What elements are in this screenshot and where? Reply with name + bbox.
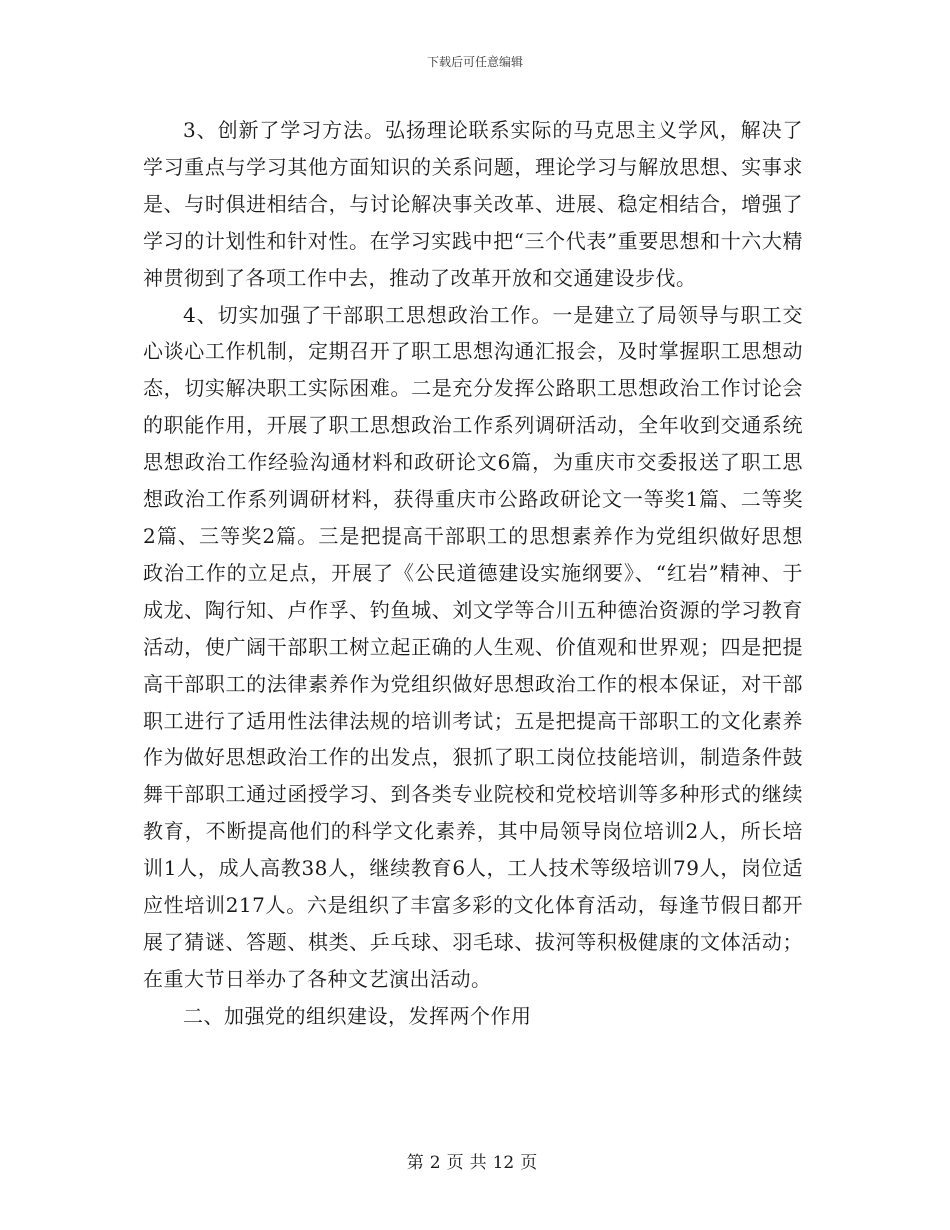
footer-total-pages: 12 bbox=[492, 1153, 515, 1173]
footer-page-word: 第 bbox=[406, 1153, 424, 1173]
footer-page-unit: 页 bbox=[446, 1153, 464, 1173]
paragraph-ideological-work: 4、切实加强了干部职工思想政治工作。一是建立了局领导与职工交心谈心工作机制，定期召开了职工思想沟通汇报会，及时掌握职工思想动态，切实解决职工实际困难。二是充分发挥公路职工思想政治工作讨论会的职能作用，开展了职工思想政治工作系列调研活动，全年收到交通系统思想政治工作经验沟通材料和政研论文6篇，为重庆市交委报送了职工思想政治工作系列调研材料，获得重庆市公路政研论文一等奖1篇、二等奖2篇、三等奖2篇。三是把提高干部职工的思想素养作为党组织做好思想政治工作的立足点，开展了《公民道德建设实施纲要》、“红岩”精神、于成龙、陶行知、卢作孚、钓鱼城、刘文学等合川五种德治资源的学习教育活动，使广阔干部职工树立起正确的人生观、价值观和世界观；四是把提高干部职工的法律素养作为党组织做好思想政治工作的根本保证，对干部职工进行了适用性法律法规的培训考试；五是把提高干部职工的文化素养作为做好思想政治工作的出发点，狠抓了职工岗位技能培训，制造条件鼓舞干部职工通过函授学习、到各类专业院校和党校培训等多种形式的继续教育，不断提高他们的科学文化素养，其中局领导岗位培训2人，所长培训1人，成人高教38人，继续教育6人，工人技术等级培训79人，岗位适应性培训217人。六是组织了丰富多彩的文化体育活动，每逢节假日都开展了猜谜、答题、棋类、乒乓球、羽毛球、拔河等积极健康的文体活动；在重大节日举办了各种文艺演出活动。 bbox=[143, 302, 803, 991]
paragraph-learning-methods: 3、创新了学习方法。弘扬理论联系实际的马克思主义学风，解决了学习重点与学习其他方面知识的关系问题，理论学习与解放思想、实事求是、与时俱进相结合，与讨论解决事关改革、进展、稳定相结合，增强了学习的计划性和针对性。在学习实践中把“三个代表”重要思想和十六大精神贯彻到了各项工作中去，推动了改革开放和交通建设步伐。 bbox=[143, 118, 803, 290]
section-heading-party-organization: 二、加强党的组织建设，发挥两个作用 bbox=[183, 1003, 532, 1028]
footer-total-unit: 页 bbox=[520, 1153, 538, 1173]
footer-total-word: 共 bbox=[469, 1153, 487, 1173]
page-header-note: 下载后可任意编辑 bbox=[426, 55, 523, 69]
document-body bbox=[143, 112, 803, 1035]
footer-page-number: 2 bbox=[429, 1153, 441, 1173]
page-footer bbox=[0, 1152, 950, 1174]
